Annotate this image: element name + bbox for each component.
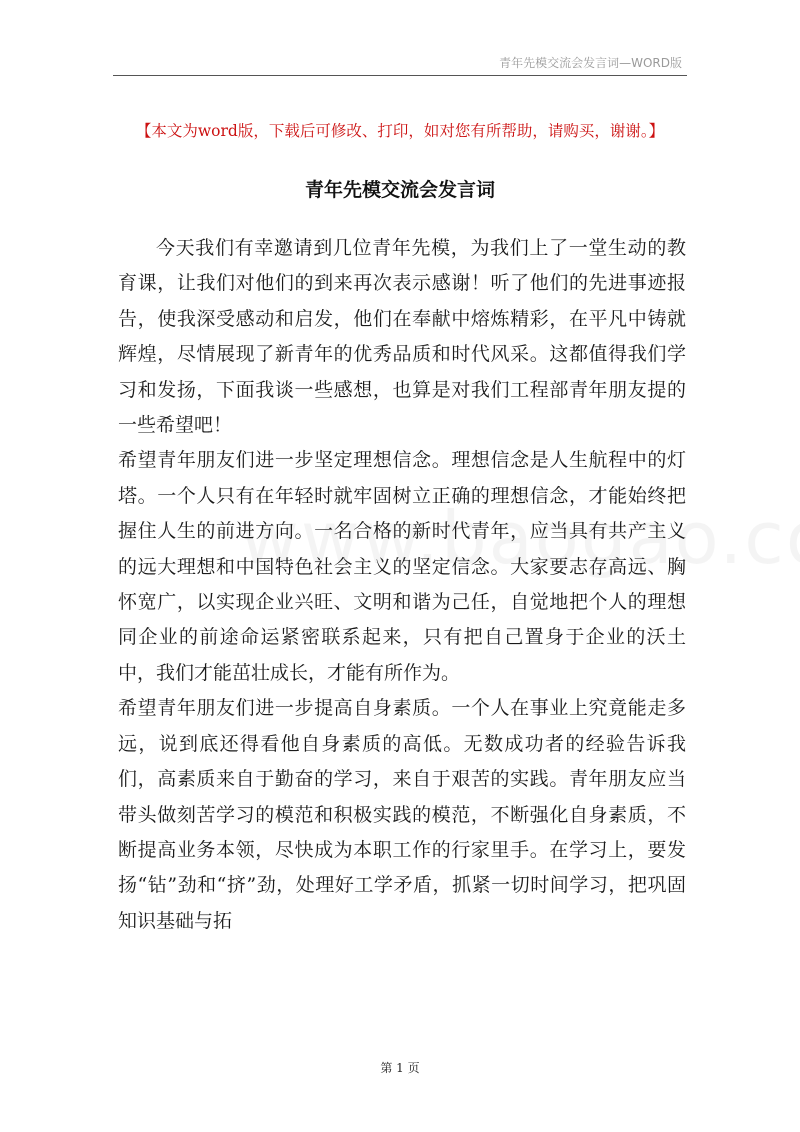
page-number: 第 1 页 — [380, 1061, 420, 1075]
running-header: 青年先模交流会发言词—WORD版 — [499, 56, 682, 70]
document-title: 青年先模交流会发言词 — [304, 179, 495, 201]
paragraph-ideals: 希望青年朋友们进一步坚定理想信念。理想信念是人生航程中的灯塔。一个人只有在年轻时就牢固树立正确的理想信念，才能始终把握住人生的前进方向。一名合格的新时代青年，应当具有共产主义的远大理想和中国特色社会主义的坚定信念。大家要志存高远、胸怀宽广，以实现企业兴旺、文明和谐为己任，自觉地把个人的理想同企业的前途命运紧密联系起来，只有把自己置身于企业的沃土中，我们才能茁壮成长，才能有所作为。 — [118, 449, 686, 684]
paragraph-quality: 希望青年朋友们进一步提高自身素质。一个人在事业上究竟能走多远，说到底还得看他自身素质的高低。无数成功者的经验告诉我们，高素质来自于勤奋的学习，来自于艰苦的实践。青年朋友应当带头做刻苦学习的模范和积极实践的模范，不断强化自身素质，不断提高业务本领，尽快成为本职工作的行家里手。在学习上，要发扬“钻”劲和“挤”劲，处理好工学矛盾，抓紧一切时间学习，把巩固知识基础与拓 — [118, 697, 686, 932]
document-body — [118, 231, 686, 939]
paragraph-intro: 今天我们有幸邀请到几位青年先模，为我们上了一堂生动的教育课，让我们对他们的到来再次表示感谢！听了他们的先进事迹报告，使我深受感动和启发，他们在奉献中熔炼精彩，在平凡中铸就辉煌，尽情展现了新青年的优秀品质和时代风采。这都值得我们学习和发扬，下面我谈一些感想，也算是对我们工程部青年朋友提的一些希望吧！ — [118, 237, 686, 437]
header-divider — [113, 75, 687, 76]
purchase-notice: 【本文为word版，下载后可修改、打印，如对您有所帮助，请购买，谢谢。】 — [135, 122, 665, 140]
